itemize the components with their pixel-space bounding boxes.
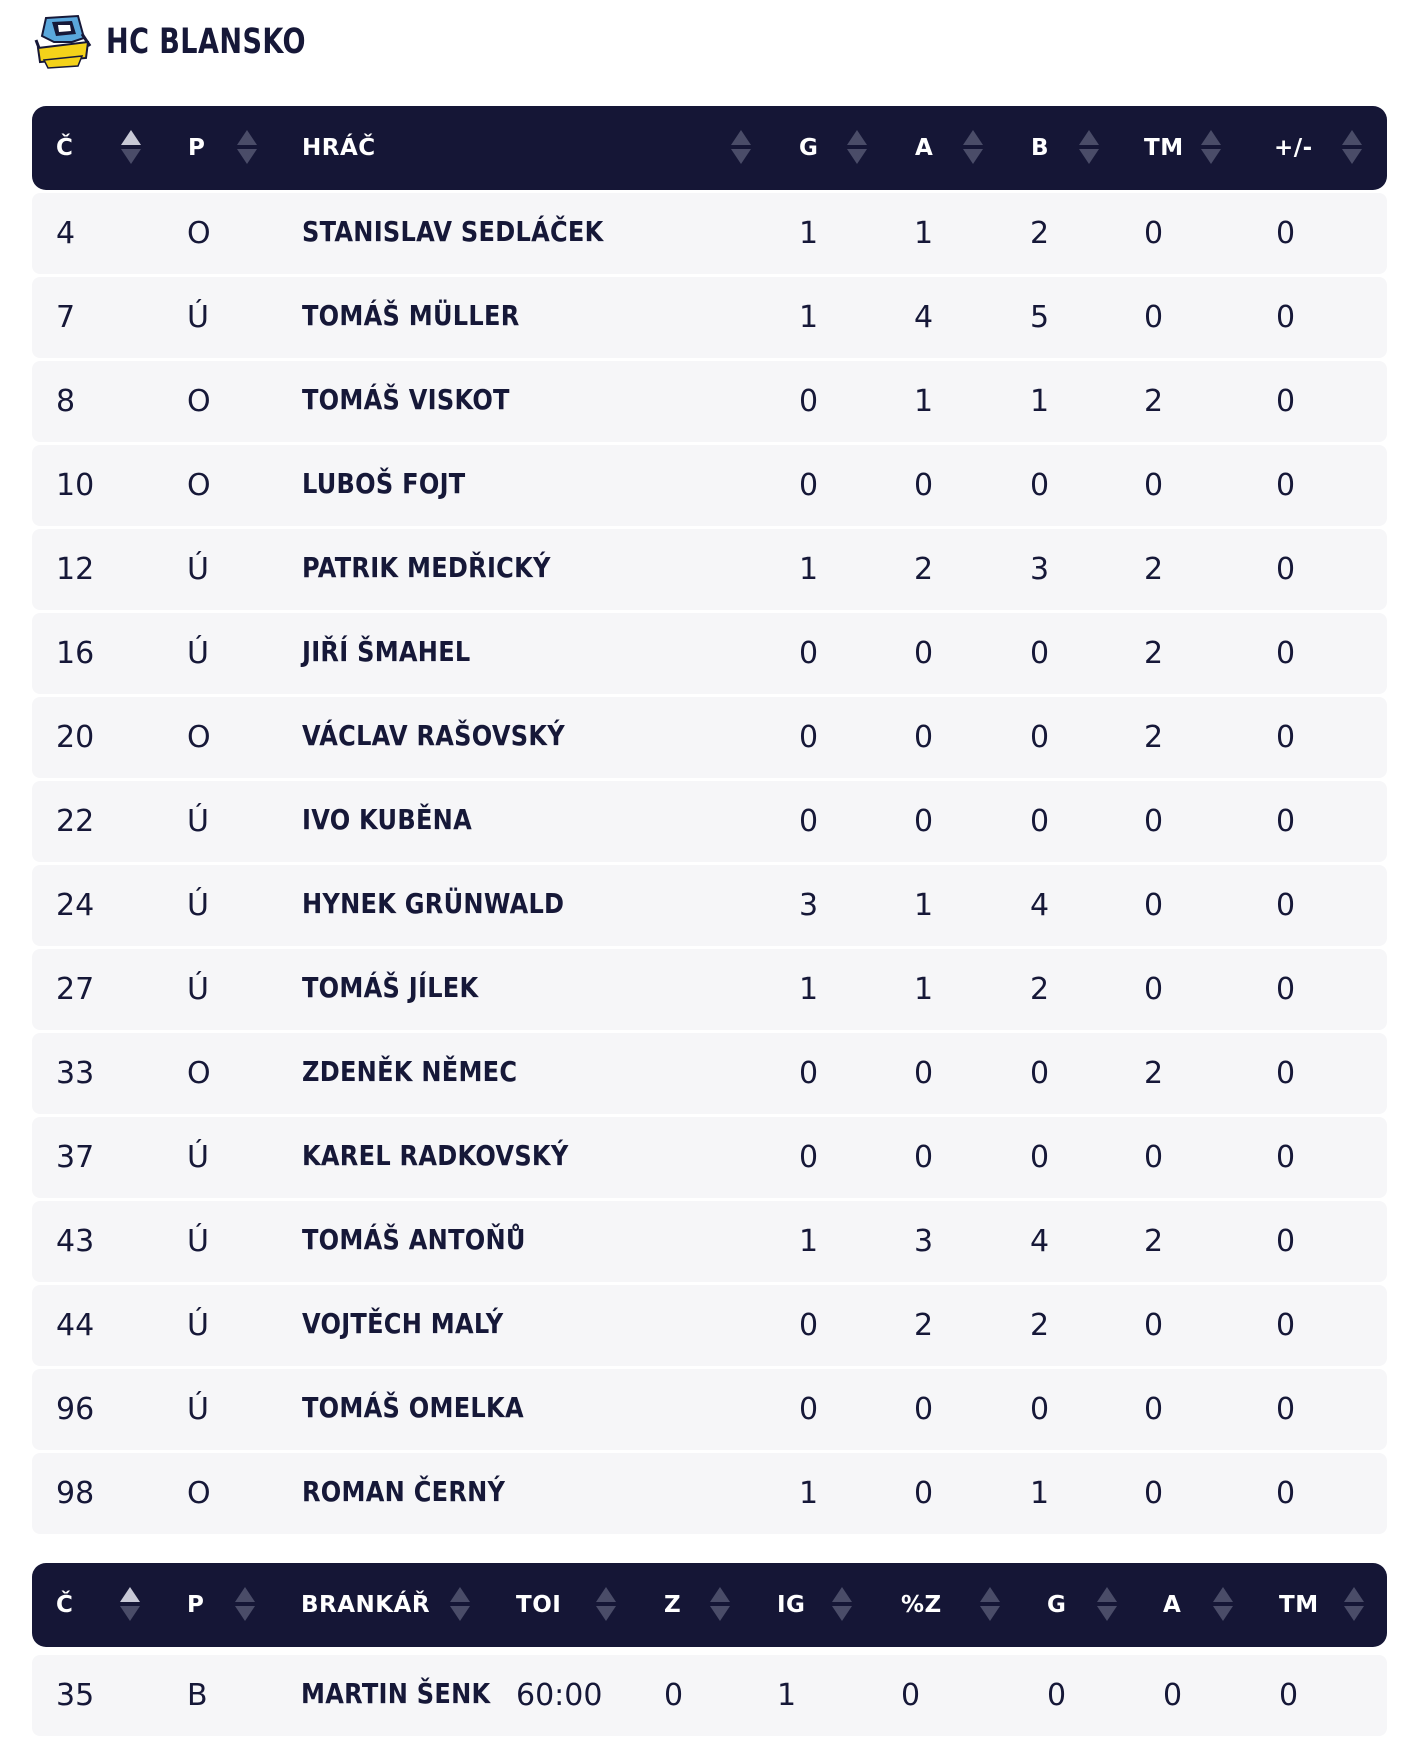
cell-goals: 0 [799,1140,819,1175]
cell-assists: 1 [914,888,934,923]
table-row [32,781,1387,862]
sort-asc-icon[interactable] [121,130,143,166]
player-name-link[interactable]: TOMÁŠ MÜLLER [302,299,520,332]
cell-points: 0 [1030,720,1050,755]
player-name-link[interactable]: IVO KUBĚNA [302,803,472,836]
cell-position: Ú [187,636,209,671]
skaters-table-header [32,106,1387,190]
cell-penalty-minutes: 2 [1144,1056,1164,1091]
cell-goals: 0 [799,384,819,419]
cell-plus-minus: 0 [1276,804,1296,839]
cell-plus-minus: 0 [1276,1140,1296,1175]
cell-plus-minus: 0 [1276,1476,1296,1511]
sort-icon[interactable] [1097,1587,1119,1623]
cell-number: 35 [56,1678,95,1713]
sort-icon[interactable] [1201,130,1223,166]
cell-position: Ú [187,1224,209,1259]
cell-plus-minus: 0 [1276,300,1296,335]
cell-position: Ú [187,972,209,1007]
col-header-save-pct[interactable]: %Z [901,1592,942,1618]
player-name-link[interactable]: VÁCLAV RAŠOVSKÝ [302,719,565,752]
cell-position: Ú [187,1392,209,1427]
cell-penalty-minutes: 0 [1144,804,1164,839]
sort-icon[interactable] [1079,130,1101,166]
cell-number: 24 [56,888,95,923]
knight-logo-icon [32,12,92,72]
cell-points: 0 [1030,1140,1050,1175]
player-name-link[interactable]: TOMÁŠ JÍLEK [302,971,479,1004]
sort-asc-icon[interactable] [120,1587,142,1623]
table-row [32,1369,1387,1450]
cell-assists: 3 [914,1224,934,1259]
table-row [32,1453,1387,1534]
cell-goals: 1 [799,300,819,335]
cell-goals: 1 [799,552,819,587]
team-header [32,12,338,72]
cell-number: 22 [56,804,95,839]
col-header-penalty-minutes[interactable]: TM [1279,1592,1319,1618]
cell-goals: 0 [799,1056,819,1091]
sort-icon[interactable] [450,1587,472,1623]
cell-assists: 2 [914,552,934,587]
cell-plus-minus: 0 [1276,1056,1296,1091]
cell-plus-minus: 0 [1276,636,1296,671]
col-header-player[interactable]: HRÁČ [302,135,376,161]
sort-icon[interactable] [980,1587,1002,1623]
cell-saves: 0 [664,1678,684,1713]
cell-number: 37 [56,1140,95,1175]
sort-icon[interactable] [1213,1587,1235,1623]
cell-goals: 0 [799,468,819,503]
team-logo[interactable] [32,12,92,72]
sort-icon[interactable] [1342,130,1364,166]
player-name-link[interactable]: KAREL RADKOVSKÝ [302,1139,569,1172]
table-row [32,529,1387,610]
cell-points: 0 [1030,1056,1050,1091]
cell-number: 7 [56,300,76,335]
player-name-link[interactable]: TOMÁŠ VISKOT [302,383,510,416]
sort-icon[interactable] [1344,1587,1366,1623]
cell-points: 3 [1030,552,1050,587]
col-header-penalty-minutes[interactable]: TM [1144,135,1184,161]
cell-assists: 1 [914,216,934,251]
cell-position: O [187,720,211,755]
cell-number: 27 [56,972,95,1007]
col-header-position[interactable]: P [188,135,206,161]
table-row [32,361,1387,442]
goalies-table [32,1563,1387,1736]
table-row [32,1285,1387,1366]
cell-points: 2 [1030,972,1050,1007]
cell-penalty-minutes: 0 [1144,1392,1164,1427]
cell-assists: 0 [914,636,934,671]
cell-goals: 1 [799,1224,819,1259]
cell-assists: 0 [914,1140,934,1175]
cell-goals: 0 [799,720,819,755]
cell-penalty-minutes: 2 [1144,636,1164,671]
table-row [32,193,1387,274]
table-row [32,277,1387,358]
cell-number: 10 [56,468,95,503]
skaters-table-body [32,193,1387,1534]
cell-position: Ú [187,552,209,587]
cell-points: 4 [1030,1224,1050,1259]
sort-icon[interactable] [596,1587,618,1623]
cell-goals-against: 1 [777,1678,797,1713]
col-header-goals-against[interactable]: IG [777,1592,806,1618]
player-name-link[interactable]: TOMÁŠ OMELKA [302,1391,524,1424]
cell-position: O [187,384,211,419]
cell-plus-minus: 0 [1276,1308,1296,1343]
cell-number: 96 [56,1392,95,1427]
goalie-name-link[interactable]: MARTIN ŠENK [301,1677,491,1710]
cell-goals: 1 [799,972,819,1007]
cell-goals: 0 [1047,1678,1067,1713]
player-name-link[interactable]: VOJTĚCH MALÝ [302,1307,504,1340]
cell-points: 2 [1030,1308,1050,1343]
col-header-toi[interactable]: TOI [516,1592,562,1618]
col-header-number[interactable]: Č [56,135,74,161]
col-header-goalie[interactable]: BRANKÁŘ [301,1592,431,1618]
col-header-goals[interactable]: G [799,135,819,161]
cell-plus-minus: 0 [1276,552,1296,587]
cell-plus-minus: 0 [1276,216,1296,251]
cell-penalty-minutes: 0 [1144,468,1164,503]
player-name-link[interactable]: STANISLAV SEDLÁČEK [302,215,604,248]
table-row [32,949,1387,1030]
cell-assists: 0 [914,720,934,755]
cell-position: O [187,1056,211,1091]
cell-points: 1 [1030,384,1050,419]
sort-icon[interactable] [847,130,869,166]
cell-number: 33 [56,1056,95,1091]
cell-goals: 0 [799,804,819,839]
player-name-link[interactable]: TOMÁŠ ANTOŇŮ [302,1223,526,1256]
sort-icon[interactable] [235,1587,257,1623]
cell-save-pct: 0 [901,1678,921,1713]
cell-assists: 1 [914,972,934,1007]
cell-penalty-minutes: 0 [1144,1476,1164,1511]
cell-position: Ú [187,300,209,335]
cell-goals: 0 [799,636,819,671]
table-row [32,1033,1387,1114]
player-name-link[interactable]: ZDENĚK NĚMEC [302,1055,518,1088]
col-header-position[interactable]: P [187,1592,205,1618]
cell-penalty-minutes: 0 [1279,1678,1299,1713]
player-name-link[interactable]: LUBOŠ FOJT [302,467,466,500]
cell-points: 1 [1030,1476,1050,1511]
cell-plus-minus: 0 [1276,468,1296,503]
cell-penalty-minutes: 0 [1144,1308,1164,1343]
sort-icon[interactable] [731,130,753,166]
col-header-assists[interactable]: A [915,135,934,161]
cell-assists: 2 [914,1308,934,1343]
cell-penalty-minutes: 0 [1144,972,1164,1007]
sort-icon[interactable] [710,1587,732,1623]
cell-plus-minus: 0 [1276,972,1296,1007]
sort-icon[interactable] [832,1587,854,1623]
table-row [32,697,1387,778]
cell-number: 4 [56,216,76,251]
player-name-link[interactable]: HYNEK GRÜNWALD [302,887,565,920]
cell-position: B [187,1678,208,1713]
cell-penalty-minutes: 0 [1144,888,1164,923]
table-row [32,445,1387,526]
cell-position: Ú [187,888,209,923]
player-name-link[interactable]: ROMAN ČERNÝ [302,1475,506,1508]
cell-plus-minus: 0 [1276,888,1296,923]
cell-number: 16 [56,636,95,671]
cell-position: O [187,1476,211,1511]
cell-plus-minus: 0 [1276,720,1296,755]
goalies-table-body [32,1655,1387,1736]
cell-penalty-minutes: 2 [1144,552,1164,587]
cell-penalty-minutes: 0 [1144,1140,1164,1175]
cell-goals: 1 [799,216,819,251]
cell-points: 2 [1030,216,1050,251]
goalies-table-header [32,1563,1387,1647]
cell-position: Ú [187,1140,209,1175]
cell-penalty-minutes: 0 [1144,300,1164,335]
cell-number: 20 [56,720,95,755]
cell-goals: 1 [799,1476,819,1511]
sort-icon[interactable] [237,130,259,166]
cell-points: 4 [1030,888,1050,923]
cell-number: 12 [56,552,95,587]
col-header-assists[interactable]: A [1163,1592,1182,1618]
cell-points: 0 [1030,636,1050,671]
team-name[interactable]: HC BLANSKO [106,22,306,62]
cell-number: 43 [56,1224,95,1259]
col-header-plus-minus[interactable]: +/- [1274,135,1313,161]
cell-penalty-minutes: 2 [1144,384,1164,419]
skaters-table [32,106,1387,1534]
cell-assists: 0 [914,1056,934,1091]
cell-number: 8 [56,384,76,419]
col-header-saves[interactable]: Z [664,1592,682,1618]
cell-goals: 0 [799,1392,819,1427]
table-row [32,865,1387,946]
cell-position: Ú [187,1308,209,1343]
cell-assists: 0 [914,804,934,839]
cell-points: 0 [1030,804,1050,839]
cell-position: O [187,468,211,503]
cell-assists: 0 [914,468,934,503]
cell-number: 98 [56,1476,95,1511]
table-row [32,613,1387,694]
cell-goals: 3 [799,888,819,923]
table-row [32,1117,1387,1198]
cell-assists: 1 [914,384,934,419]
cell-plus-minus: 0 [1276,384,1296,419]
table-row [32,1201,1387,1282]
player-name-link[interactable]: PATRIK MEDŘICKÝ [302,551,551,584]
cell-penalty-minutes: 0 [1144,216,1164,251]
cell-assists: 0 [914,1476,934,1511]
cell-toi: 60:00 [516,1678,603,1713]
cell-penalty-minutes: 2 [1144,1224,1164,1259]
cell-plus-minus: 0 [1276,1224,1296,1259]
cell-assists: 0 [1163,1678,1183,1713]
cell-number: 44 [56,1308,95,1343]
col-header-number[interactable]: Č [56,1592,74,1618]
cell-points: 0 [1030,468,1050,503]
col-header-goals[interactable]: G [1047,1592,1067,1618]
cell-position: O [187,216,211,251]
cell-assists: 0 [914,1392,934,1427]
col-header-points[interactable]: B [1031,135,1050,161]
sort-icon[interactable] [963,130,985,166]
cell-assists: 4 [914,300,934,335]
cell-points: 5 [1030,300,1050,335]
cell-penalty-minutes: 2 [1144,720,1164,755]
cell-points: 0 [1030,1392,1050,1427]
table-row [32,1655,1387,1736]
cell-position: Ú [187,804,209,839]
player-name-link[interactable]: JIŘÍ ŠMAHEL [302,635,471,668]
cell-plus-minus: 0 [1276,1392,1296,1427]
cell-goals: 0 [799,1308,819,1343]
